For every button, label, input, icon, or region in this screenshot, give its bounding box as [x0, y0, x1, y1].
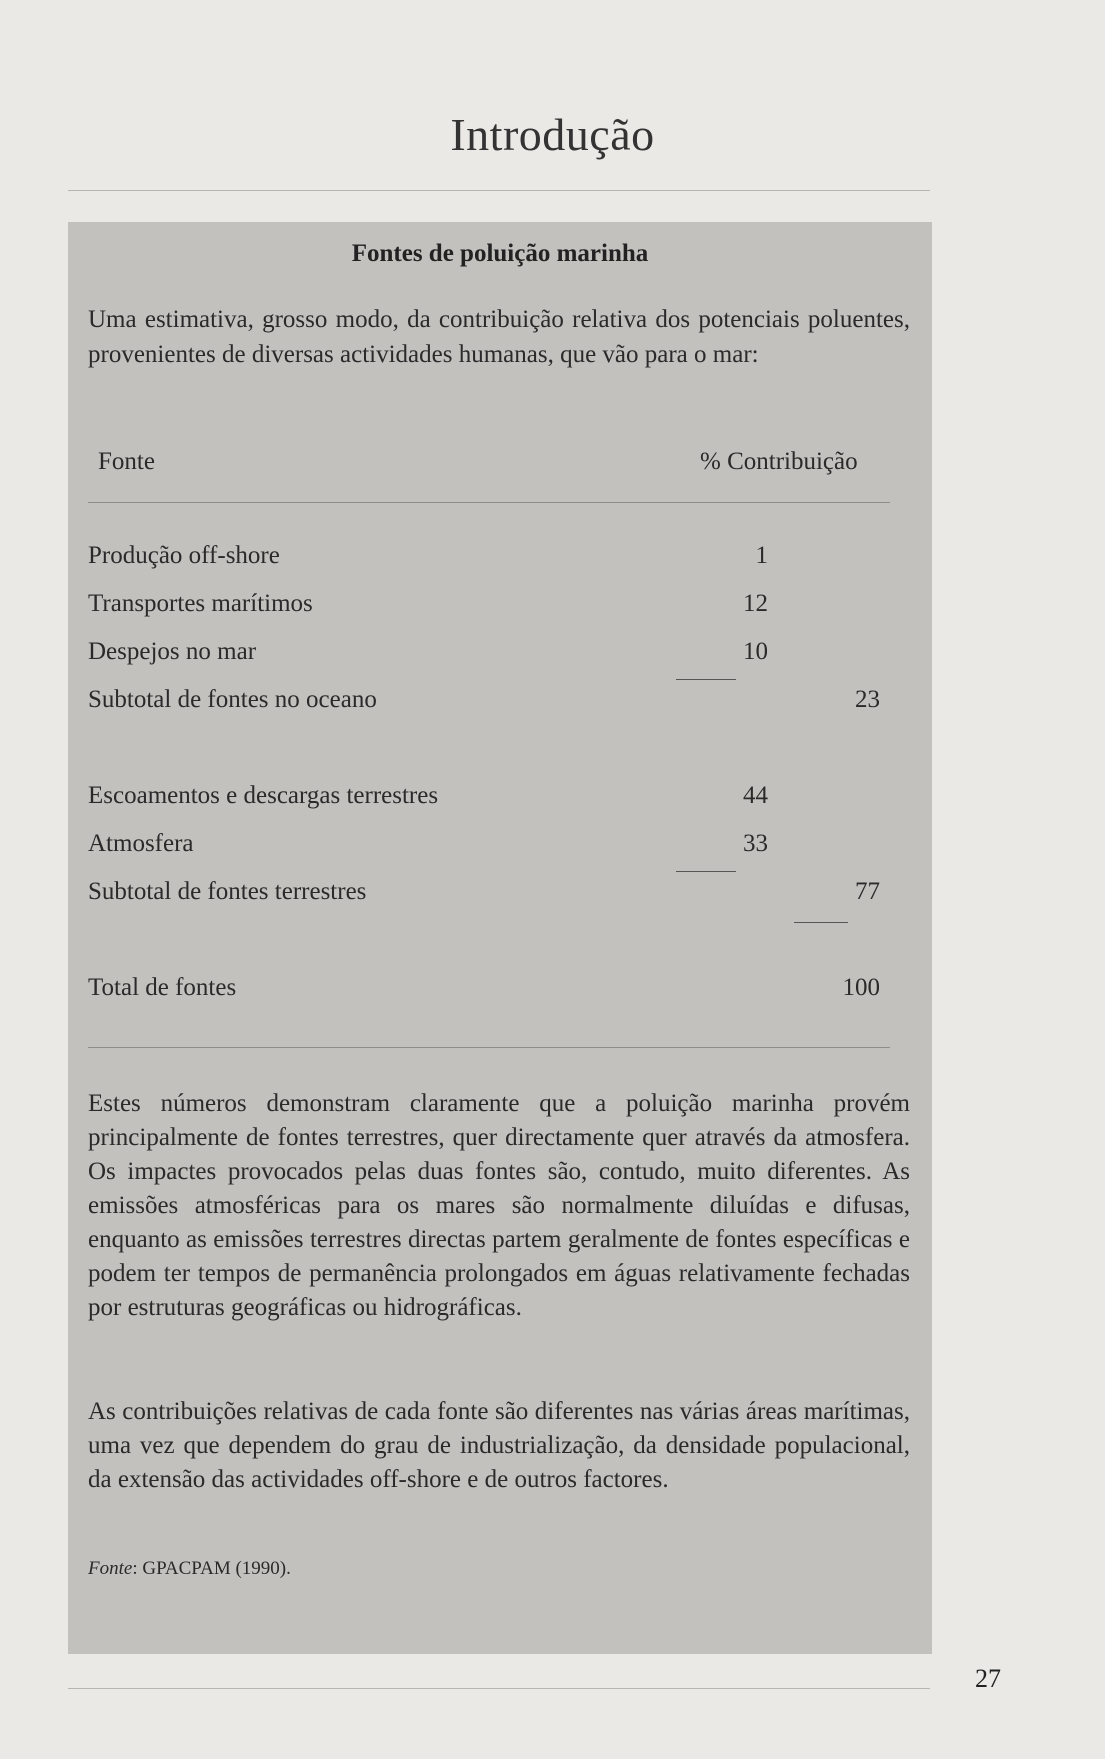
sidebar-box: [68, 222, 932, 1654]
table-header-rule: [88, 502, 890, 503]
source-note: [88, 1558, 291, 1580]
total-rule: [794, 922, 848, 923]
table-header-source: Fonte: [98, 448, 155, 475]
row-value: 33: [743, 830, 768, 857]
table-row: [88, 542, 910, 578]
box-paragraph: Estes números demonstram claramente que a poluição marinha provém principalmente de fontes terrestres, quer directamente quer através da atmosfera. Os impactes provocados pelas duas fontes são, contudo, muito diferentes. As emissões atmosféricas para os mares são normalmente diluídas e difusas, enquanto as emissões terrestres directas partem geralmente de fontes específicas e podem ter tempos de permanência prolongados em águas relativamente fechadas por estruturas geográficas ou hidrográficas.: [88, 1090, 910, 1321]
table-row: [88, 878, 910, 914]
box-paragraph: As contribuições relativas de cada fonte são diferentes nas várias áreas marítimas, uma vez que dependem do grau de industrialização, da densidade populacional, da extensão das actividades off-shore e de outros factores.: [88, 1398, 910, 1493]
row-label: Transportes marítimos: [88, 590, 313, 617]
row-value: 10: [743, 638, 768, 665]
box-title: Fontes de poluição marinha: [351, 240, 649, 267]
table-row: [88, 974, 910, 1010]
box-intro: Uma estimativa, grosso modo, da contribuição relativa dos potenciais poluentes, provenientes de diversas actividades humanas, que vão para o mar:: [88, 306, 910, 368]
table-row: [88, 638, 910, 674]
row-label: Produção off-shore: [88, 542, 280, 569]
table-row: [88, 782, 910, 818]
row-subtotal: 23: [855, 686, 880, 713]
row-label: Despejos no mar: [88, 638, 257, 665]
row-label: Atmosfera: [88, 830, 194, 857]
row-subtotal: 100: [842, 974, 880, 1001]
table-header-contribution: % Contribuição: [700, 448, 858, 475]
source-text: : GPACPAM (1990).: [132, 1558, 291, 1579]
table-row: [88, 830, 910, 866]
row-subtotal: 77: [855, 878, 880, 905]
row-value: 44: [743, 782, 768, 809]
table-footer-rule: [88, 1047, 890, 1048]
row-label: Subtotal de fontes no oceano: [88, 686, 377, 713]
source-label: Fonte: [88, 1558, 133, 1579]
page-number: 27: [975, 1664, 1001, 1693]
land-subtotal-rule: [676, 871, 736, 872]
row-value: 1: [755, 542, 768, 569]
ocean-subtotal-rule: [676, 679, 736, 680]
row-label: Subtotal de fontes terrestres: [88, 878, 367, 905]
row-value: 12: [743, 590, 768, 617]
page-title: Introdução: [450, 109, 655, 160]
top-rule: [68, 190, 930, 191]
bottom-rule: [68, 1688, 930, 1689]
table-row: [88, 686, 910, 722]
row-label: Escoamentos e descargas terrestres: [88, 782, 439, 809]
table-row: [88, 590, 910, 626]
row-label: Total de fontes: [88, 974, 237, 1001]
